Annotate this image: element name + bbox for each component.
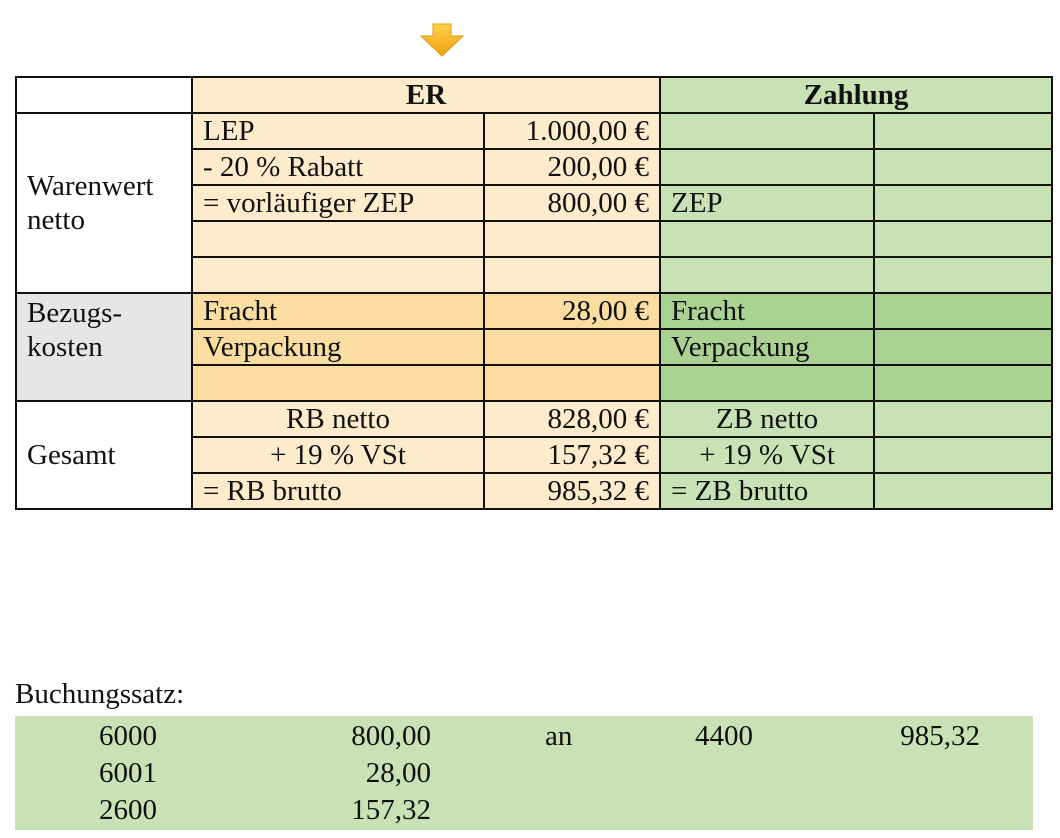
er-label-rb-brutto: = RB brutto bbox=[192, 473, 484, 509]
zahlung-value-cell bbox=[874, 221, 1052, 257]
booking-credit-account: 4400 bbox=[695, 720, 753, 752]
er-label-vst: + 19 % VSt bbox=[192, 437, 484, 473]
er-value-rb-brutto: 985,32 € bbox=[484, 473, 660, 509]
er-value-rabatt: 200,00 € bbox=[484, 149, 660, 185]
er-label-lep: LEP bbox=[192, 113, 484, 149]
table-row bbox=[16, 293, 1052, 329]
zahlung-label-verpackung: Verpackung bbox=[660, 329, 874, 365]
zahlung-label-cell bbox=[660, 221, 874, 257]
zahlung-value-cell bbox=[874, 149, 1052, 185]
header-zahlung: Zahlung bbox=[660, 77, 1052, 113]
zahlung-label-zb-brutto: = ZB brutto bbox=[660, 473, 874, 509]
zahlung-label-cell bbox=[660, 257, 874, 293]
zahlung-label-vst: + 19 % VSt bbox=[660, 437, 874, 473]
zahlung-label-cell bbox=[660, 113, 874, 149]
booking-debit-amount: 157,32 bbox=[351, 794, 431, 826]
booking-debit-account: 6001 bbox=[99, 757, 157, 789]
zahlung-value-cell bbox=[874, 113, 1052, 149]
er-value-lep: 1.000,00 € bbox=[484, 113, 660, 149]
section-warenwert: Warenwert netto bbox=[16, 113, 192, 293]
calculation-table bbox=[15, 76, 1053, 510]
er-label-cell bbox=[192, 221, 484, 257]
section-bezugskosten: Bezugs- kosten bbox=[16, 293, 192, 401]
er-value-cell bbox=[484, 365, 660, 401]
er-value-verpackung bbox=[484, 329, 660, 365]
booking-credit-amount: 985,32 bbox=[900, 720, 980, 752]
booking-debit-amount: 800,00 bbox=[351, 720, 431, 752]
zahlung-value-cell bbox=[874, 473, 1052, 509]
booking-an: an bbox=[545, 720, 573, 752]
header-er: ER bbox=[192, 77, 660, 113]
zahlung-value-cell bbox=[874, 257, 1052, 293]
booking-debit-amount: 28,00 bbox=[365, 757, 431, 789]
er-value-cell bbox=[484, 257, 660, 293]
table-row bbox=[16, 401, 1052, 437]
booking-debit-account: 6000 bbox=[99, 720, 157, 752]
booking-debit-account: 2600 bbox=[99, 794, 157, 826]
er-label-cell bbox=[192, 257, 484, 293]
down-arrow-icon bbox=[418, 22, 466, 58]
zahlung-value-cell bbox=[874, 437, 1052, 473]
zahlung-value-cell bbox=[874, 293, 1052, 329]
booking-label: Buchungssatz: bbox=[15, 678, 185, 710]
table-row bbox=[16, 113, 1052, 149]
er-value-cell bbox=[484, 221, 660, 257]
zahlung-value-cell bbox=[874, 401, 1052, 437]
er-label-verpackung: Verpackung bbox=[192, 329, 484, 365]
zahlung-label-fracht: Fracht bbox=[660, 293, 874, 329]
zahlung-label-zep: ZEP bbox=[660, 185, 874, 221]
er-value-vst: 157,32 € bbox=[484, 437, 660, 473]
zahlung-value-cell bbox=[874, 185, 1052, 221]
er-label-rb-netto: RB netto bbox=[192, 401, 484, 437]
er-value-fracht: 28,00 € bbox=[484, 293, 660, 329]
er-label-cell bbox=[192, 365, 484, 401]
header-row bbox=[16, 77, 1052, 113]
zahlung-value-cell bbox=[874, 329, 1052, 365]
zahlung-label-zb-netto: ZB netto bbox=[660, 401, 874, 437]
zahlung-label-cell bbox=[660, 365, 874, 401]
er-label-zep: = vorläufiger ZEP bbox=[192, 185, 484, 221]
booking-entry bbox=[15, 716, 1033, 830]
er-value-rb-netto: 828,00 € bbox=[484, 401, 660, 437]
er-label-rabatt: - 20 % Rabatt bbox=[192, 149, 484, 185]
er-label-fracht: Fracht bbox=[192, 293, 484, 329]
zahlung-value-cell bbox=[874, 365, 1052, 401]
zahlung-label-cell bbox=[660, 149, 874, 185]
header-empty-cell bbox=[16, 77, 192, 113]
er-value-zep: 800,00 € bbox=[484, 185, 660, 221]
section-gesamt: Gesamt bbox=[16, 401, 192, 509]
